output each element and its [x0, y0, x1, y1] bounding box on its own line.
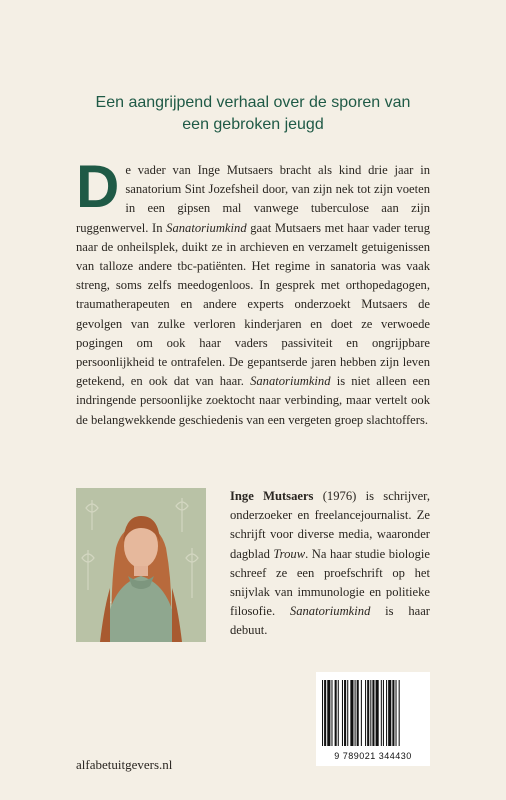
- author-photo: [76, 488, 206, 642]
- book-title-italic: Sanatoriumkind: [250, 374, 331, 389]
- publisher-url: alfabetuitgevers.nl: [76, 757, 173, 772]
- isbn-barcode: [316, 672, 430, 766]
- author-bio: [230, 487, 430, 641]
- bio-text-2: . Na haar studie biologie schreef ze een proefschrift op het snijvlak van immunologie en politieke filosofie.: [230, 546, 430, 619]
- isbn-digits: 9 789021 344430: [334, 751, 412, 761]
- book-blurb: [76, 153, 431, 430]
- blurb-paragraph: [76, 153, 431, 430]
- tagline-line-2: een gebroken jeugd: [182, 116, 324, 133]
- tagline: [60, 92, 446, 136]
- bio-text-1: (1976) is schrijver, onderzoeker en freelancejournalist. Ze schrijft voor diverse media, waaronder dagblad: [230, 489, 430, 561]
- blurb-text-3: is niet alleen een indringende persoonlijke zoektocht naar verbinding, maar vertelt ook de belangwekkende geschiedenis van een vergeten groep slachtoffers.: [76, 374, 431, 427]
- newspaper-name: Trouw: [273, 546, 306, 561]
- blurb-text-1: e vader van Inge Mutsaers bracht als kind drie jaar in sanatorium Sint Jozefsheil door, van zijn nek tot zijn voeten in een gipsen mal vanwege tuberculose aan zijn ruggenwervel. In: [76, 163, 430, 235]
- author-name: Inge Mutsaers: [230, 489, 314, 503]
- book-title-italic: Sanatoriumkind: [166, 220, 247, 235]
- drop-cap: D: [76, 153, 120, 220]
- bio-paragraph: [230, 487, 430, 641]
- barcode-bars: [316, 672, 430, 752]
- book-title-italic: Sanatoriumkind: [289, 604, 371, 619]
- blurb-text-2: gaat Mutsaers met haar vader terug naar de onheilsplek, duikt ze in archieven en verzamelt getuigenissen van talloze andere tbc-patiënten. Het regime in sanatoria was vaak streng, soms zelfs meedogenloos. In gesprek met orthopedagogen, traumatherapeuten en andere experts onderzoekt Mutsaers de gevolgen van zulke verloren kinderjaren en doet ze verwoede pogingen om ook haar vaders passiviteit en ongrijpbare persoonlijkheid te ontrafelen. De gepantserde jaren hebben zijn leven getekend, en ook dat van haar.: [76, 220, 430, 389]
- tagline-line-1: Een aangrijpend verhaal over de sporen van: [95, 94, 411, 111]
- bio-text-3: is haar debuut.: [230, 604, 430, 638]
